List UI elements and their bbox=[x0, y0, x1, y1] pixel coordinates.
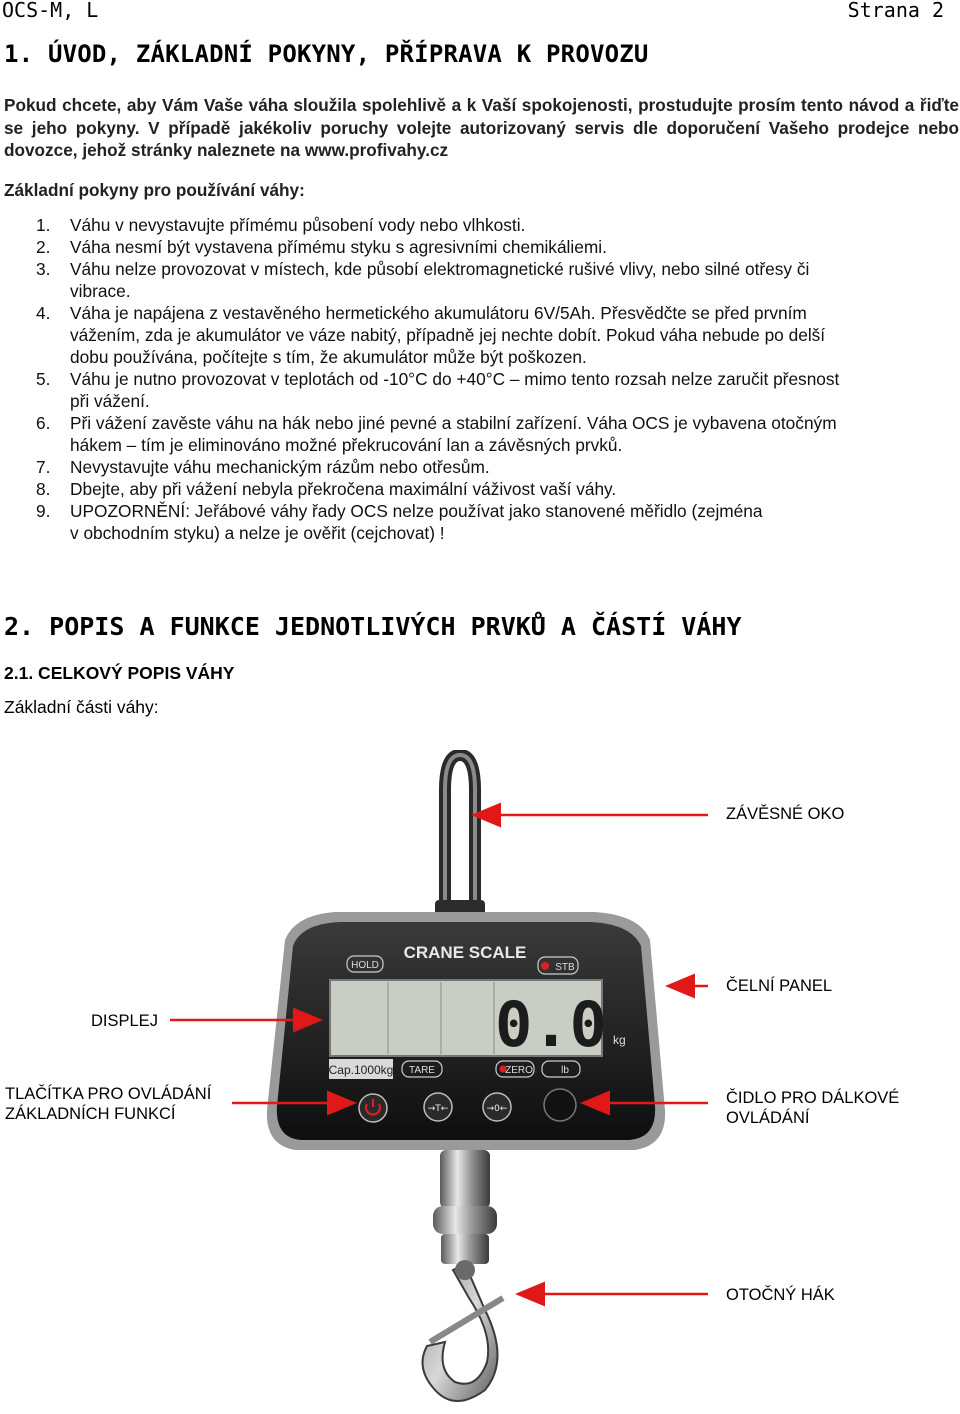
rule-text-line: UPOZORNĚNÍ: Jeřábové váhy řady OCS nelze používat jako stanovené měřidlo (zejména bbox=[70, 501, 763, 521]
rule-text-line: při vážení. bbox=[70, 391, 150, 411]
hold-label: HOLD bbox=[351, 960, 379, 971]
tare-label: TARE bbox=[409, 1065, 435, 1076]
rule-number: 9. bbox=[36, 501, 51, 521]
rule-number: 4. bbox=[36, 303, 51, 323]
parts-label: Základní části váhy: bbox=[4, 697, 159, 717]
rule-number: 1. bbox=[36, 215, 51, 235]
rule-text-line: Váhu je nutno provozovat v teplotách od -10°C do +40°C – mimo tento rozsah nelze zaručit přesnost bbox=[70, 369, 840, 389]
tare-button-glyph: →T← bbox=[427, 1104, 449, 1114]
zero-label: ZERO bbox=[505, 1065, 533, 1076]
rule-number: 2. bbox=[36, 237, 51, 257]
rule-number: 6. bbox=[36, 413, 51, 433]
rule-number: 7. bbox=[36, 457, 51, 477]
rule-text-line: v obchodním styku) a nelze je ověřit (cejchovat) ! bbox=[70, 523, 445, 543]
rule-text-line: dobu používána, počítejte s tím, že akumulátor může být poškozen. bbox=[70, 347, 587, 367]
rule-text-line: hákem – tím je eliminováno možné překrucování lan a závěsných prvků. bbox=[70, 435, 623, 455]
callout-buttons: TLAČÍTKA PRO OVLÁDÁNÍ ZÁKLADNÍCH FUNKCÍ bbox=[5, 1085, 212, 1123]
section2-subtitle: 2.1. CELKOVÝ POPIS VÁHY bbox=[4, 663, 235, 683]
rule-text-line: Váhu v nevystavujte přímému působení vody nebo vlhkosti. bbox=[70, 215, 526, 235]
header-page-number: Strana 2 bbox=[847, 0, 944, 22]
rule-text-line: Při vážení zavěste váhu na hák nebo jiné pevné a stabilní zařízení. Váha OCS je vybavena otočným bbox=[70, 413, 837, 433]
rule-text-line: vážením, zda je akumulátor ve váze nabitý, případně jej nechte dobít. Pokud váha nebude po delší bbox=[70, 325, 826, 345]
rule-text-line: Nevystavujte váhu mechanickým rázům nebo otřesům. bbox=[70, 457, 490, 477]
lcd-reading: 0.0 bbox=[495, 988, 607, 1061]
header-left: OCS-M, L bbox=[2, 0, 99, 22]
unit-label: kg bbox=[613, 1033, 626, 1047]
section2-title: 2. POPIS A FUNKCE JEDNOTLIVÝCH PRVKŮ A ČÁSTÍ VÁHY bbox=[4, 612, 742, 641]
lb-label: lb bbox=[561, 1065, 569, 1076]
callout-panel: ČELNÍ PANEL bbox=[726, 977, 833, 995]
rule-number: 8. bbox=[36, 479, 51, 499]
callout-eye: ZÁVĚSNÉ OKO bbox=[726, 805, 845, 823]
intro-paragraph: Pokud chcete, aby Vám Vaše váha sloužila spolehlivě a k Vaší spokojenosti, prostudujte prosím tento návod a řiďte se jeho pokyny. V případě jakékoliv poruchy volejte autorizovaný servis dle doporučení Vašeho prodejce nebo dovozce, jehož stránky naleznete na www.profivahy.cz bbox=[4, 95, 959, 160]
stb-label: STB bbox=[555, 962, 575, 973]
rule-text-line: Váha je napájena z vestavěného hermetického akumulátoru 6V/5Ah. Přesvědčte se před prvním bbox=[70, 303, 807, 323]
rule-text-line: Váhu nelze provozovat v místech, kde působí elektromagnetické rušivé vlivy, nebo silné otřesy či bbox=[70, 259, 810, 279]
callout-hook: OTOČNÝ HÁK bbox=[726, 1286, 835, 1304]
capacity-label: Cap.1000kg bbox=[328, 1063, 394, 1077]
zero-button-glyph: →0← bbox=[486, 1104, 508, 1114]
rule-text-line: vibrace. bbox=[70, 281, 131, 301]
rule-number: 5. bbox=[36, 369, 51, 389]
rule-number: 3. bbox=[36, 259, 51, 279]
callout-display: DISPLEJ bbox=[91, 1012, 158, 1030]
rule-text-line: Váha nesmí být vystavena přímému styku s agresivními chemikáliemi. bbox=[70, 237, 607, 257]
section1-title: 1. ÚVOD, ZÁKLADNÍ POKYNY, PŘÍPRAVA K PROVOZU bbox=[4, 40, 649, 68]
brand-label: CRANE SCALE bbox=[403, 943, 527, 962]
rule-text-line: Dbejte, aby při vážení nebyla překročena maximální váživost vaší váhy. bbox=[70, 479, 617, 499]
basics-heading: Základní pokyny pro používání váhy: bbox=[4, 180, 305, 200]
callout-sensor: ČIDLO PRO DÁLKOVÉ OVLÁDÁNÍ bbox=[726, 1089, 900, 1127]
